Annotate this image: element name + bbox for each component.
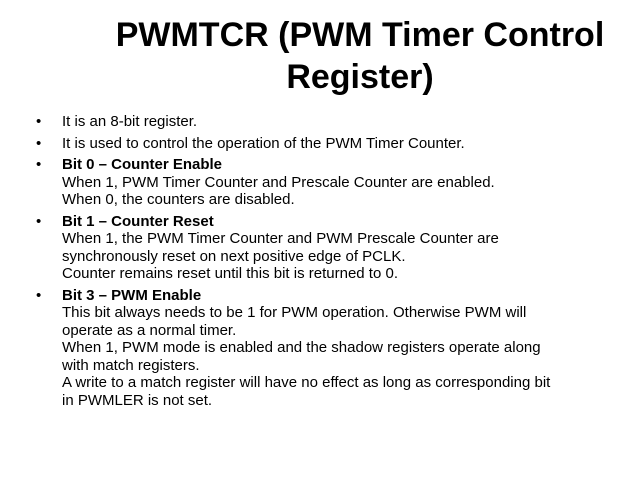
bit1-desc-line: synchronously reset on next positive edge of PCLK. [62,247,406,265]
bit0-desc-line: When 1, PWM Timer Counter and Prescale Counter are enabled. [62,173,495,191]
slide-title [40,14,638,98]
bit0-heading: Bit 0 – Counter Enable [62,156,223,173]
bullet-icon: • [36,286,42,304]
bit1-desc-line: When 1, the PWM Timer Counter and PWM Prescale Counter are [62,230,499,247]
bit3-heading: Bit 3 – PWM Enable [62,286,202,304]
bit1-desc-line: Counter remains reset until this bit is returned to 0. [62,265,398,282]
bullet-icon: • [36,113,42,130]
bullet-icon: • [36,156,42,173]
bullet-item-bit3 [36,287,606,410]
bit3-desc-line: in PWMLER is not set. [62,391,213,409]
title-line-1: PWMTCR (PWM Timer Control [115,16,605,54]
bullet-item-bit1 [36,213,606,283]
bit3-desc-line: operate as a normal timer. [62,321,237,339]
bit3-desc-line: with match registers. [62,356,200,374]
bit3-desc-line: This bit always needs to be 1 for PWM operation. Otherwise PWM will [62,304,527,321]
bullet-text: It is used to control the operation of the PWM Timer Counter. [62,134,465,152]
bullet-item-purpose [36,135,606,153]
bit0-desc-line: When 0, the counters are disabled. [62,191,295,208]
bit3-desc-line: When 1, PWM mode is enabled and the shadow registers operate along [62,339,541,356]
title-line-2: Register) [286,58,434,96]
bullet-text: It is an 8-bit register. [62,113,198,130]
bullet-item-bit0 [36,156,606,209]
bullet-icon: • [36,134,42,152]
bullet-icon: • [36,212,42,230]
bullet-list [36,113,606,413]
bullet-item-8bit [36,113,606,131]
bit3-desc-line: A write to a match register will have no effect as long as corresponding bit [62,374,551,391]
bit1-heading: Bit 1 – Counter Reset [62,212,214,230]
